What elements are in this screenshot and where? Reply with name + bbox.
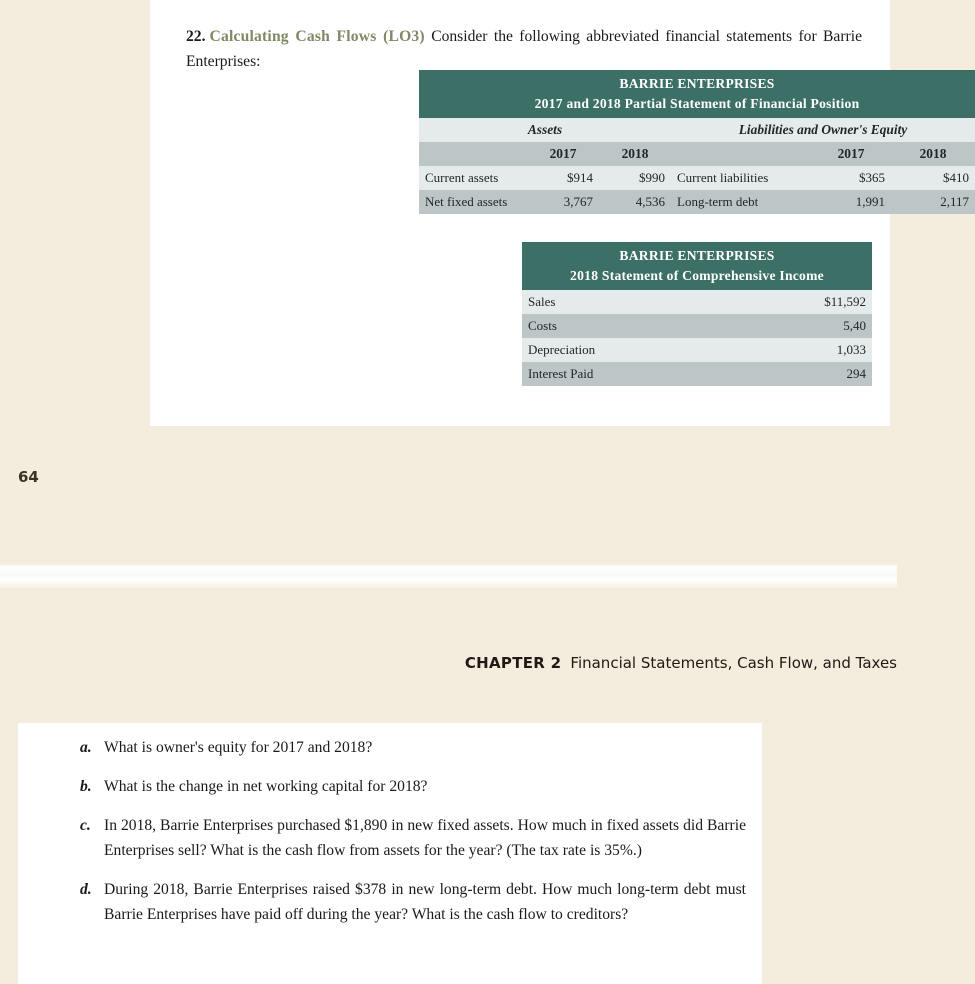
depreciation-label: Depreciation bbox=[522, 338, 722, 362]
balance-sheet-section-label-row bbox=[419, 118, 975, 142]
currency-symbol: $ bbox=[567, 170, 574, 185]
question-text-c: In 2018, Barrie Enterprises purchased $1,890 in new fixed assets. How much in fixed assets did Barrie Enterprises sell? What is the cash flow from assets for the year? (The tax rate is 35%.) bbox=[104, 817, 746, 859]
running-head-chapter-title: Financial Statements, Cash Flow, and Taxes bbox=[570, 654, 897, 672]
interest-paid-value: 294 bbox=[722, 362, 872, 386]
balance-sheet-company-name: BARRIE ENTERPRISES bbox=[619, 76, 775, 91]
liabilities-blank-corner bbox=[671, 142, 811, 166]
costs-value: 5,40 bbox=[722, 314, 872, 338]
running-head-chapter-label: CHAPTER 2 bbox=[464, 654, 562, 672]
net-fixed-assets-2018-value bbox=[599, 190, 671, 214]
question-letter-c: c. bbox=[80, 817, 91, 834]
current-assets-2017-value bbox=[527, 166, 599, 190]
currency-symbol: $ bbox=[639, 170, 646, 185]
table-row bbox=[522, 314, 872, 338]
current-liabilities-2017-number: 365 bbox=[865, 170, 885, 185]
exercise-topic-heading: Calculating Cash Flows (LO3) bbox=[209, 27, 425, 45]
list-item bbox=[80, 813, 746, 863]
depreciation-value: 1,033 bbox=[722, 338, 872, 362]
liabilities-year-2017-header: 2017 bbox=[811, 142, 891, 166]
table-row bbox=[419, 190, 975, 214]
question-text-b: What is the change in net working capital for 2018? bbox=[104, 778, 428, 795]
sales-label: Sales bbox=[522, 290, 722, 314]
current-assets-2018-value bbox=[599, 166, 671, 190]
current-assets-label: Current assets bbox=[419, 166, 527, 190]
long-term-debt-2018-number: 2,117 bbox=[940, 194, 970, 209]
question-text-a: What is owner's equity for 2017 and 2018? bbox=[104, 739, 373, 756]
exercise-number: 22. bbox=[186, 27, 206, 45]
current-liabilities-2018-number: 410 bbox=[949, 170, 970, 185]
table-row bbox=[419, 166, 975, 190]
interest-paid-label: Interest Paid bbox=[522, 362, 722, 386]
question-letter-d: d. bbox=[80, 881, 92, 898]
current-liabilities-2017-value bbox=[811, 166, 891, 190]
table-row bbox=[522, 362, 872, 386]
long-term-debt-2018-value bbox=[891, 190, 975, 214]
liabilities-year-2018-header: 2018 bbox=[891, 142, 975, 166]
costs-label: Costs bbox=[522, 314, 722, 338]
current-liabilities-label: Current liabilities bbox=[671, 166, 811, 190]
assets-year-2017-header: 2017 bbox=[527, 142, 599, 166]
exercise-content-block bbox=[150, 0, 970, 426]
currency-symbol: $ bbox=[943, 170, 950, 185]
net-fixed-assets-label: Net fixed assets bbox=[419, 190, 527, 214]
assets-section-label: Assets bbox=[419, 118, 671, 142]
long-term-debt-2017-number: 1,991 bbox=[855, 194, 885, 209]
long-term-debt-2017-value bbox=[811, 190, 891, 214]
long-term-debt-label: Long-term debt bbox=[671, 190, 811, 214]
balance-sheet-header-cell bbox=[419, 70, 975, 118]
page-separator-gap bbox=[0, 563, 897, 590]
current-assets-2018-number: 990 bbox=[645, 170, 665, 185]
current-assets-2017-number: 914 bbox=[573, 170, 593, 185]
income-statement-header-band bbox=[522, 242, 872, 290]
question-letter-b: b. bbox=[80, 778, 92, 795]
income-statement-table bbox=[522, 242, 872, 386]
balance-sheet-statement-title: 2017 and 2018 Partial Statement of Financial Position bbox=[534, 96, 860, 111]
currency-symbol: $ bbox=[859, 170, 866, 185]
question-list bbox=[80, 735, 746, 927]
list-item bbox=[80, 735, 746, 760]
list-item bbox=[80, 774, 746, 799]
table-row bbox=[522, 290, 872, 314]
sales-value: $11,592 bbox=[722, 290, 872, 314]
exercise-prompt-text: Consider the following abbreviated financial statements for Barrie Enterprises: bbox=[186, 27, 862, 70]
assets-year-2018-header: 2018 bbox=[599, 142, 671, 166]
running-head bbox=[465, 654, 897, 672]
liabilities-section-label: Liabilities and Owner's Equity bbox=[671, 118, 975, 142]
current-liabilities-2018-value bbox=[891, 166, 975, 190]
income-statement-header-cell bbox=[522, 242, 872, 290]
question-text-d: During 2018, Barrie Enterprises raised $378 in new long-term debt. How much long-term debt must Barrie Enterprises have paid off during the year? What is the cash flow to creditors? bbox=[104, 881, 746, 923]
balance-sheet-header-band bbox=[419, 70, 975, 118]
assets-blank-corner bbox=[419, 142, 527, 166]
exercise-prompt-paragraph bbox=[186, 24, 862, 74]
balance-sheet-table bbox=[419, 70, 975, 214]
table-row bbox=[522, 338, 872, 362]
list-item bbox=[80, 877, 746, 927]
balance-sheet-year-header-row bbox=[419, 142, 975, 166]
income-statement-company-name: BARRIE ENTERPRISES bbox=[619, 248, 775, 263]
net-fixed-assets-2018-number: 4,536 bbox=[635, 194, 665, 209]
page-number-folio: 64 bbox=[18, 468, 39, 486]
question-letter-a: a. bbox=[80, 739, 92, 756]
questions-content-block bbox=[18, 723, 762, 984]
income-statement-statement-title: 2018 Statement of Comprehensive Income bbox=[570, 268, 824, 283]
net-fixed-assets-2017-value bbox=[527, 190, 599, 214]
net-fixed-assets-2017-number: 3,767 bbox=[563, 194, 593, 209]
